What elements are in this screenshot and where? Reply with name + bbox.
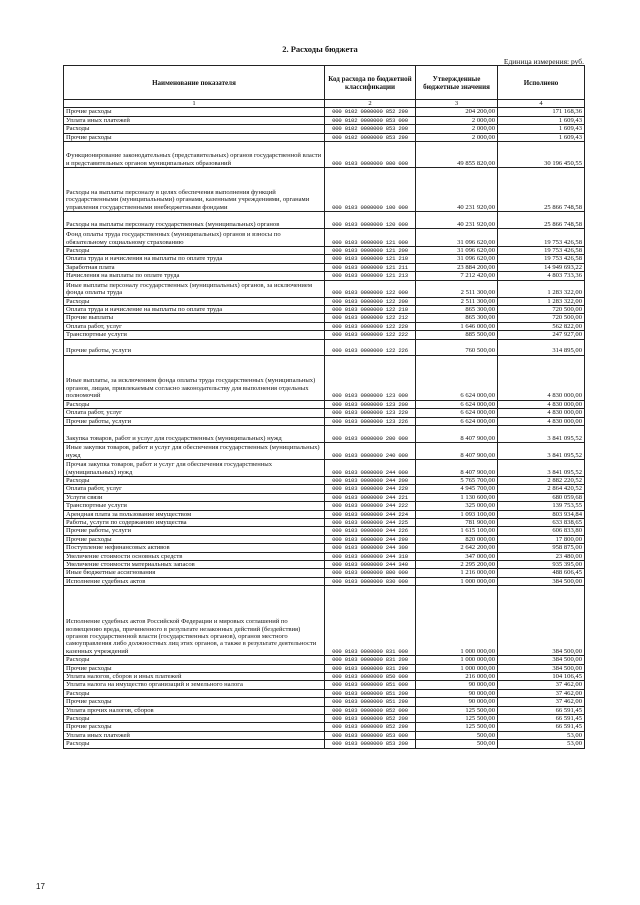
row-code: 000 0103 0000000 122 226 bbox=[325, 339, 416, 355]
row-name: Уплата налогов, сборов и иных платежей bbox=[64, 673, 325, 681]
row-code: 000 0103 0000000 244 225 bbox=[325, 518, 416, 526]
row-code: 000 0103 0000000 000 000 bbox=[325, 142, 416, 168]
row-executed: 3 841 095,52 bbox=[498, 425, 585, 442]
row-executed: 384 500,00 bbox=[498, 586, 585, 656]
row-code: 000 0103 0000000 122 210 bbox=[325, 306, 416, 314]
table-row bbox=[64, 689, 585, 697]
row-executed: 562 822,00 bbox=[498, 322, 585, 330]
row-code: 000 0103 0000000 244 221 bbox=[325, 493, 416, 501]
row-executed: 66 591,45 bbox=[498, 706, 585, 714]
table-row bbox=[64, 133, 585, 141]
table-row bbox=[64, 116, 585, 124]
row-name: Уплата прочих налогов, сборов bbox=[64, 706, 325, 714]
table-row bbox=[64, 400, 585, 408]
table-row bbox=[64, 459, 585, 476]
table-row bbox=[64, 331, 585, 339]
column-index: 3 bbox=[416, 100, 498, 108]
row-name: Функционирование законодательных (представительных) органов государственной власти и представительных органов муниципальных образований bbox=[64, 142, 325, 168]
row-name: Уплата иных платежей bbox=[64, 116, 325, 124]
row-executed: 37 462,00 bbox=[498, 689, 585, 697]
row-executed: 606 833,80 bbox=[498, 527, 585, 535]
row-code: 000 0103 0000000 123 220 bbox=[325, 409, 416, 417]
row-code: 000 0103 0000000 800 000 bbox=[325, 569, 416, 577]
row-approved: 1 093 100,00 bbox=[416, 510, 498, 518]
row-approved: 2 295 200,00 bbox=[416, 560, 498, 568]
row-name: Увеличение стоимости основных средств bbox=[64, 552, 325, 560]
row-approved: 40 231 920,00 bbox=[416, 212, 498, 229]
row-approved: 1 615 100,00 bbox=[416, 527, 498, 535]
row-executed: 1 609,43 bbox=[498, 116, 585, 124]
table-row bbox=[64, 476, 585, 484]
table-row bbox=[64, 272, 585, 280]
table-row bbox=[64, 502, 585, 510]
row-executed: 53,00 bbox=[498, 731, 585, 739]
row-approved: 2 511 300,00 bbox=[416, 297, 498, 305]
row-name: Расходы bbox=[64, 400, 325, 408]
row-approved: 760 500,00 bbox=[416, 339, 498, 355]
row-executed: 4 803 733,36 bbox=[498, 272, 585, 280]
row-code: 000 0103 0000000 851 290 bbox=[325, 698, 416, 706]
row-name: Расходы bbox=[64, 247, 325, 255]
row-name: Начисления на выплаты по оплате труда bbox=[64, 272, 325, 280]
row-name: Иные выплаты, за исключением фонда оплаты труда государственных (муниципальных) органов, лицам, привлекаемым согласно законодательству для выполнения отдельных полномочий bbox=[64, 355, 325, 400]
row-approved: 125 500,00 bbox=[416, 715, 498, 723]
row-code: 000 0103 0000000 831 000 bbox=[325, 586, 416, 656]
row-code: 000 0102 0000000 853 290 bbox=[325, 133, 416, 141]
row-name: Расходы на выплаты персоналу государственных (муниципальных) органов bbox=[64, 212, 325, 229]
table-row bbox=[64, 417, 585, 425]
row-code: 000 0103 0000000 122 220 bbox=[325, 322, 416, 330]
row-name: Арендная плата за пользование имуществом bbox=[64, 510, 325, 518]
row-executed: 803 934,84 bbox=[498, 510, 585, 518]
row-executed: 14 949 693,22 bbox=[498, 263, 585, 271]
row-executed: 19 753 426,58 bbox=[498, 247, 585, 255]
row-name: Расходы bbox=[64, 715, 325, 723]
row-name: Прочие расходы bbox=[64, 664, 325, 672]
row-executed: 633 838,65 bbox=[498, 518, 585, 526]
row-code: 000 0103 0000000 831 200 bbox=[325, 656, 416, 664]
table-row bbox=[64, 485, 585, 493]
row-executed: 384 500,00 bbox=[498, 656, 585, 664]
row-approved: 1 000 000,00 bbox=[416, 577, 498, 585]
row-code: 000 0103 0000000 100 000 bbox=[325, 168, 416, 212]
row-name: Прочие работы, услуги bbox=[64, 339, 325, 355]
row-approved: 7 212 420,00 bbox=[416, 272, 498, 280]
row-code: 000 0103 0000000 122 212 bbox=[325, 314, 416, 322]
row-approved: 216 000,00 bbox=[416, 673, 498, 681]
row-name: Прочие работы, услуги bbox=[64, 417, 325, 425]
table-row bbox=[64, 510, 585, 518]
row-code: 000 0103 0000000 853 200 bbox=[325, 740, 416, 748]
row-executed: 4 830 000,00 bbox=[498, 355, 585, 400]
row-name: Оплата труда и начисление на выплаты по оплате труда bbox=[64, 306, 325, 314]
table-row bbox=[64, 212, 585, 229]
row-name: Иные закупки товаров, работ и услуг для обеспечения государственных (муниципальных) нужд bbox=[64, 442, 325, 459]
table-row bbox=[64, 731, 585, 739]
column-index: 2 bbox=[325, 100, 416, 108]
row-code: 000 0103 0000000 852 000 bbox=[325, 706, 416, 714]
column-index: 4 bbox=[498, 100, 585, 108]
table-row bbox=[64, 125, 585, 133]
row-code: 000 0103 0000000 121 211 bbox=[325, 263, 416, 271]
row-approved: 6 624 000,00 bbox=[416, 400, 498, 408]
table-row bbox=[64, 142, 585, 168]
row-code: 000 0103 0000000 121 200 bbox=[325, 247, 416, 255]
row-name: Расходы bbox=[64, 689, 325, 697]
row-code: 000 0103 0000000 850 000 bbox=[325, 673, 416, 681]
row-approved: 1 000 000,00 bbox=[416, 656, 498, 664]
table-row bbox=[64, 656, 585, 664]
row-name: Работы, услуги по содержанию имущества bbox=[64, 518, 325, 526]
row-executed: 17 800,00 bbox=[498, 535, 585, 543]
row-code: 000 0103 0000000 122 222 bbox=[325, 331, 416, 339]
row-name: Иные бюджетные ассигнования bbox=[64, 569, 325, 577]
row-code: 000 0103 0000000 122 200 bbox=[325, 297, 416, 305]
row-approved: 865 300,00 bbox=[416, 306, 498, 314]
row-name: Услуги связи bbox=[64, 493, 325, 501]
row-executed: 139 753,55 bbox=[498, 502, 585, 510]
row-executed: 314 895,00 bbox=[498, 339, 585, 355]
row-approved: 8 407 900,00 bbox=[416, 442, 498, 459]
column-index: 1 bbox=[64, 100, 325, 108]
table-row bbox=[64, 518, 585, 526]
row-code: 000 0103 0000000 244 226 bbox=[325, 527, 416, 535]
row-executed: 958 875,00 bbox=[498, 544, 585, 552]
row-code: 000 0103 0000000 852 290 bbox=[325, 723, 416, 731]
row-executed: 66 591,45 bbox=[498, 723, 585, 731]
row-code: 000 0103 0000000 244 222 bbox=[325, 502, 416, 510]
row-name: Оплата работ, услуг bbox=[64, 485, 325, 493]
table-row bbox=[64, 339, 585, 355]
row-name: Расходы bbox=[64, 656, 325, 664]
row-executed: 3 841 095,52 bbox=[498, 459, 585, 476]
row-approved: 6 624 000,00 bbox=[416, 409, 498, 417]
row-code: 000 0103 0000000 244 220 bbox=[325, 485, 416, 493]
table-row bbox=[64, 280, 585, 297]
row-executed: 1 609,43 bbox=[498, 133, 585, 141]
row-executed: 25 866 748,58 bbox=[498, 212, 585, 229]
row-approved: 204 200,00 bbox=[416, 108, 498, 116]
row-name: Уплата налога на имущество организаций и земельного налога bbox=[64, 681, 325, 689]
table-row bbox=[64, 715, 585, 723]
row-name: Прочие расходы bbox=[64, 133, 325, 141]
row-code: 000 0103 0000000 851 000 bbox=[325, 681, 416, 689]
row-approved: 1 000 000,00 bbox=[416, 586, 498, 656]
row-approved: 1 130 600,00 bbox=[416, 493, 498, 501]
row-name: Закупка товаров, работ и услуг для государственных (муниципальных) нужд bbox=[64, 425, 325, 442]
row-approved: 500,00 bbox=[416, 731, 498, 739]
row-name: Прочие расходы bbox=[64, 723, 325, 731]
row-executed: 4 830 000,00 bbox=[498, 409, 585, 417]
row-executed: 1 283 322,00 bbox=[498, 280, 585, 297]
row-executed: 3 841 095,52 bbox=[498, 442, 585, 459]
row-approved: 2 000,00 bbox=[416, 116, 498, 124]
page-number: 17 bbox=[36, 882, 45, 891]
row-executed: 4 830 000,00 bbox=[498, 417, 585, 425]
row-code: 000 0103 0000000 244 290 bbox=[325, 535, 416, 543]
table-row bbox=[64, 229, 585, 247]
row-name: Поступление нефинансовых активов bbox=[64, 544, 325, 552]
row-approved: 2 000,00 bbox=[416, 133, 498, 141]
table-row bbox=[64, 560, 585, 568]
table-row bbox=[64, 297, 585, 305]
row-executed: 19 753 426,58 bbox=[498, 255, 585, 263]
table-row bbox=[64, 168, 585, 212]
row-code: 000 0103 0000000 120 000 bbox=[325, 212, 416, 229]
row-name: Прочие выплаты bbox=[64, 314, 325, 322]
row-code: 000 0103 0000000 123 200 bbox=[325, 400, 416, 408]
table-row bbox=[64, 577, 585, 585]
row-approved: 2 000,00 bbox=[416, 125, 498, 133]
row-executed: 4 830 000,00 bbox=[498, 400, 585, 408]
row-approved: 885 500,00 bbox=[416, 331, 498, 339]
expenses-table bbox=[63, 65, 585, 749]
row-approved: 2 642 200,00 bbox=[416, 544, 498, 552]
row-approved: 865 300,00 bbox=[416, 314, 498, 322]
row-code: 000 0103 0000000 122 000 bbox=[325, 280, 416, 297]
row-name: Прочие расходы bbox=[64, 535, 325, 543]
row-name: Транспортные услуги bbox=[64, 502, 325, 510]
row-approved: 5 765 700,00 bbox=[416, 476, 498, 484]
row-name: Исполнение судебных актов Российской Федерации и мировых соглашений по возмещению вреда, причиненного в результате незаконных действий (бездействия) органов государственной власти (государственных органов), органов местного самоуправления либо должностных лиц этих органов, а также в результате деятельности казенных учреждений bbox=[64, 586, 325, 656]
row-executed: 66 591,45 bbox=[498, 715, 585, 723]
row-executed: 720 500,00 bbox=[498, 314, 585, 322]
row-name: Уплата иных платежей bbox=[64, 731, 325, 739]
row-executed: 19 753 426,58 bbox=[498, 229, 585, 247]
table-row bbox=[64, 355, 585, 400]
row-executed: 384 500,00 bbox=[498, 577, 585, 585]
row-code: 000 0103 0000000 121 210 bbox=[325, 255, 416, 263]
table-row bbox=[64, 664, 585, 672]
row-executed: 30 196 450,55 bbox=[498, 142, 585, 168]
row-name: Расходы bbox=[64, 476, 325, 484]
table-row bbox=[64, 569, 585, 577]
row-executed: 53,00 bbox=[498, 740, 585, 748]
row-code: 000 0103 0000000 853 000 bbox=[325, 731, 416, 739]
row-executed: 680 059,68 bbox=[498, 493, 585, 501]
table-row bbox=[64, 706, 585, 714]
table-row bbox=[64, 247, 585, 255]
table-row bbox=[64, 586, 585, 656]
row-executed: 37 462,00 bbox=[498, 681, 585, 689]
row-name: Оплата работ, услуг bbox=[64, 322, 325, 330]
row-code: 000 0103 0000000 244 200 bbox=[325, 476, 416, 484]
row-name: Прочие расходы bbox=[64, 108, 325, 116]
table-row bbox=[64, 527, 585, 535]
row-executed: 1 283 322,00 bbox=[498, 297, 585, 305]
row-approved: 31 096 620,00 bbox=[416, 247, 498, 255]
row-executed: 25 866 748,58 bbox=[498, 168, 585, 212]
row-executed: 23 480,00 bbox=[498, 552, 585, 560]
row-code: 000 0103 0000000 852 200 bbox=[325, 715, 416, 723]
table-row bbox=[64, 108, 585, 116]
row-code: 000 0103 0000000 200 000 bbox=[325, 425, 416, 442]
row-executed: 104 106,45 bbox=[498, 673, 585, 681]
column-header-executed: Исполнено bbox=[498, 66, 585, 100]
row-name: Прочие расходы bbox=[64, 698, 325, 706]
row-executed: 247 927,00 bbox=[498, 331, 585, 339]
table-row bbox=[64, 442, 585, 459]
row-approved: 125 500,00 bbox=[416, 706, 498, 714]
table-row bbox=[64, 552, 585, 560]
row-approved: 31 096 620,00 bbox=[416, 229, 498, 247]
row-approved: 1 646 000,00 bbox=[416, 322, 498, 330]
row-approved: 8 407 900,00 bbox=[416, 425, 498, 442]
row-code: 000 0103 0000000 123 000 bbox=[325, 355, 416, 400]
row-name: Транспортные услуги bbox=[64, 331, 325, 339]
row-name: Расходы bbox=[64, 740, 325, 748]
row-name: Оплата труда и начисления на выплаты по оплате труда bbox=[64, 255, 325, 263]
row-code: 000 0103 0000000 831 290 bbox=[325, 664, 416, 672]
row-approved: 49 855 820,00 bbox=[416, 142, 498, 168]
row-approved: 8 407 900,00 bbox=[416, 459, 498, 476]
table-row bbox=[64, 681, 585, 689]
row-name: Расходы bbox=[64, 297, 325, 305]
row-approved: 40 231 920,00 bbox=[416, 168, 498, 212]
column-header-code: Код расхода по бюджетной классификации bbox=[325, 66, 416, 100]
row-code: 000 0103 0000000 830 000 bbox=[325, 577, 416, 585]
row-code: 000 0102 0000000 853 000 bbox=[325, 116, 416, 124]
table-row bbox=[64, 322, 585, 330]
page-title: 2. Расходы бюджета bbox=[282, 44, 358, 54]
row-code: 000 0103 0000000 121 000 bbox=[325, 229, 416, 247]
row-approved: 325 000,00 bbox=[416, 502, 498, 510]
row-approved: 6 624 000,00 bbox=[416, 355, 498, 400]
row-approved: 90 000,00 bbox=[416, 681, 498, 689]
row-name: Исполнение судебных актов bbox=[64, 577, 325, 585]
row-approved: 820 000,00 bbox=[416, 535, 498, 543]
row-code: 000 0103 0000000 244 340 bbox=[325, 560, 416, 568]
table-row bbox=[64, 673, 585, 681]
row-name: Прочие работы, услуги bbox=[64, 527, 325, 535]
row-approved: 90 000,00 bbox=[416, 689, 498, 697]
table-row bbox=[64, 740, 585, 748]
row-executed: 2 864 420,52 bbox=[498, 485, 585, 493]
row-approved: 6 624 000,00 bbox=[416, 417, 498, 425]
row-name: Расходы на выплаты персоналу в целях обеспечения выполнения функций государственными (муниципальными) органами, казенными учреждениями, органами управления государственными внебюджетными фондами bbox=[64, 168, 325, 212]
row-code: 000 0103 0000000 123 226 bbox=[325, 417, 416, 425]
row-executed: 1 609,43 bbox=[498, 125, 585, 133]
row-executed: 171 168,36 bbox=[498, 108, 585, 116]
row-code: 000 0103 0000000 244 224 bbox=[325, 510, 416, 518]
table-row bbox=[64, 535, 585, 543]
row-approved: 781 900,00 bbox=[416, 518, 498, 526]
table-row bbox=[64, 544, 585, 552]
row-name: Оплата работ, услуг bbox=[64, 409, 325, 417]
row-name: Увеличение стоимости материальных запасов bbox=[64, 560, 325, 568]
row-name: Фонд оплаты труда государственных (муниципальных) органов и взносы по обязательному социальному страхованию bbox=[64, 229, 325, 247]
table-row bbox=[64, 263, 585, 271]
row-code: 000 0102 0000000 852 290 bbox=[325, 108, 416, 116]
row-code: 000 0103 0000000 244 310 bbox=[325, 552, 416, 560]
table-row bbox=[64, 425, 585, 442]
row-executed: 2 882 220,52 bbox=[498, 476, 585, 484]
row-code: 000 0103 0000000 851 200 bbox=[325, 689, 416, 697]
column-header-name: Наименование показателя bbox=[64, 66, 325, 100]
table-row bbox=[64, 698, 585, 706]
row-executed: 384 500,00 bbox=[498, 664, 585, 672]
row-executed: 720 500,00 bbox=[498, 306, 585, 314]
row-executed: 37 462,00 bbox=[498, 698, 585, 706]
table-row bbox=[64, 314, 585, 322]
row-approved: 500,00 bbox=[416, 740, 498, 748]
row-code: 000 0103 0000000 244 000 bbox=[325, 459, 416, 476]
row-approved: 23 884 200,00 bbox=[416, 263, 498, 271]
row-approved: 31 096 620,00 bbox=[416, 255, 498, 263]
row-name: Иные выплаты персоналу государственных (муниципальных) органов, за исключением фонда оплаты труда bbox=[64, 280, 325, 297]
row-approved: 4 945 700,00 bbox=[416, 485, 498, 493]
row-executed: 488 606,45 bbox=[498, 569, 585, 577]
row-approved: 125 500,00 bbox=[416, 723, 498, 731]
row-approved: 2 511 300,00 bbox=[416, 280, 498, 297]
row-name: Прочая закупка товаров, работ и услуг для обеспечения государственных (муниципальных) нужд bbox=[64, 459, 325, 476]
row-executed: 935 395,00 bbox=[498, 560, 585, 568]
row-name: Заработная плата bbox=[64, 263, 325, 271]
row-approved: 90 000,00 bbox=[416, 698, 498, 706]
column-header-approved: Утвержденные бюджетные значения bbox=[416, 66, 498, 100]
table-row bbox=[64, 493, 585, 501]
row-code: 000 0102 0000000 853 200 bbox=[325, 125, 416, 133]
table-row bbox=[64, 409, 585, 417]
table-row bbox=[64, 723, 585, 731]
row-code: 000 0103 0000000 121 213 bbox=[325, 272, 416, 280]
row-name: Расходы bbox=[64, 125, 325, 133]
row-approved: 1 216 000,00 bbox=[416, 569, 498, 577]
table-row bbox=[64, 255, 585, 263]
row-code: 000 0103 0000000 240 000 bbox=[325, 442, 416, 459]
row-code: 000 0103 0000000 244 300 bbox=[325, 544, 416, 552]
table-row bbox=[64, 306, 585, 314]
row-approved: 347 000,00 bbox=[416, 552, 498, 560]
row-approved: 1 000 000,00 bbox=[416, 664, 498, 672]
unit-label: Единица измерения: руб. bbox=[503, 57, 584, 66]
